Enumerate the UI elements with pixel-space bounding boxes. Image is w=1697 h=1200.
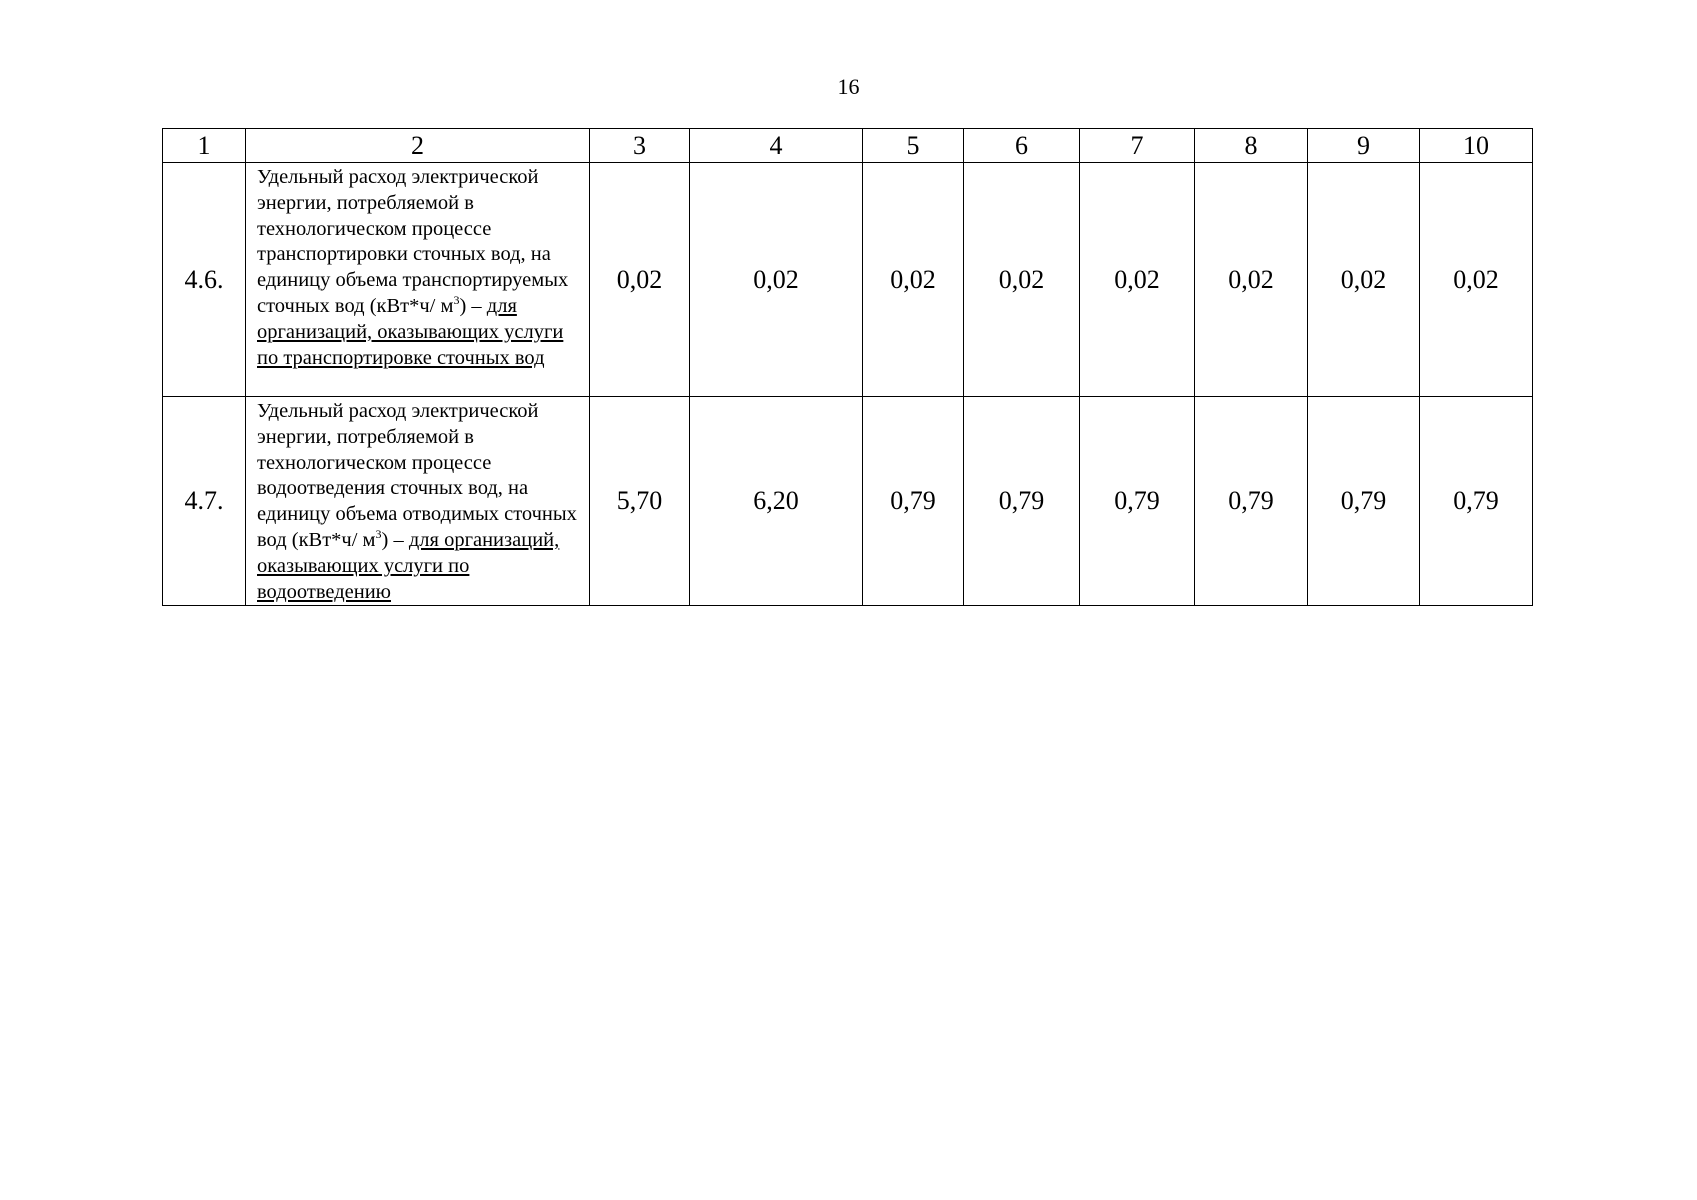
row-number: 4.7. <box>163 397 246 606</box>
value-cell: 0,79 <box>964 397 1080 606</box>
header-cell: 3 <box>590 129 690 163</box>
header-cell: 4 <box>690 129 863 163</box>
description-text: ) – <box>381 528 409 551</box>
superscript: 3 <box>453 293 460 308</box>
value-cell: 0,79 <box>1080 397 1195 606</box>
value-cell: 0,02 <box>1308 163 1420 397</box>
value-cell: 0,02 <box>1080 163 1195 397</box>
header-cell: 5 <box>863 129 964 163</box>
row-description <box>246 163 590 397</box>
value-cell: 0,02 <box>1195 163 1308 397</box>
header-cell: 7 <box>1080 129 1195 163</box>
header-cell: 6 <box>964 129 1080 163</box>
value-cell: 0,02 <box>690 163 863 397</box>
page-number: 16 <box>837 74 860 99</box>
value-cell: 0,79 <box>1308 397 1420 606</box>
header-cell: 8 <box>1195 129 1308 163</box>
table-row <box>163 397 1533 606</box>
row-number: 4.6. <box>163 163 246 397</box>
description-text: Удельный расход электрической энергии, потребляемой в технологическом процессе водоотведения сточных вод, на единицу объема отводимых сточных вод (кВт*ч/ м <box>257 400 577 551</box>
value-cell: 0,79 <box>1195 397 1308 606</box>
description-text: Удельный расход электрической энергии, потребляемой в технологическом процессе транспортировки сточных вод, на единицу объема транспортируемых сточных вод (кВт*ч/ м <box>257 166 569 317</box>
value-cell: 0,02 <box>964 163 1080 397</box>
data-table <box>162 128 1533 606</box>
header-cell: 9 <box>1308 129 1420 163</box>
value-cell: 5,70 <box>590 397 690 606</box>
description-text: ) – <box>459 294 487 317</box>
table-row <box>163 163 1533 397</box>
value-cell: 6,20 <box>690 397 863 606</box>
header-cell: 2 <box>246 129 590 163</box>
description-underlined: для организаций, оказывающих услуги по транспортировке сточных вод <box>257 294 564 369</box>
row-description <box>246 397 590 606</box>
value-cell: 0,02 <box>1420 163 1533 397</box>
value-cell: 0,02 <box>863 163 964 397</box>
value-cell: 0,79 <box>863 397 964 606</box>
value-cell: 0,79 <box>1420 397 1533 606</box>
header-cell: 1 <box>163 129 246 163</box>
table-header-row <box>163 129 1533 163</box>
header-cell: 10 <box>1420 129 1533 163</box>
value-cell: 0,02 <box>590 163 690 397</box>
description-underlined: для организаций, оказывающих услуги по водоотведению <box>257 528 560 603</box>
superscript: 3 <box>375 527 382 542</box>
